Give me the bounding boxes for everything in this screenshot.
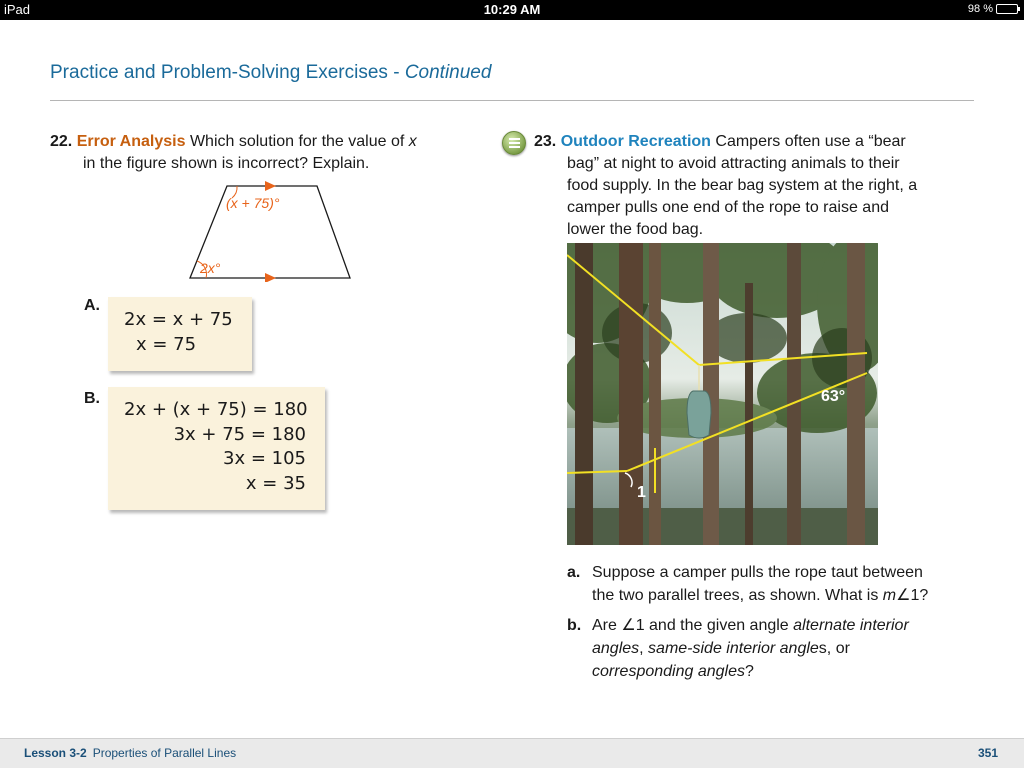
page-footer (0, 738, 1024, 768)
part-b-alt: alternate interior (793, 617, 909, 634)
problem-22-line1 (50, 131, 480, 153)
problem-22 (50, 131, 480, 175)
problem-23-text: bag” at night to avoid attracting animals to their (567, 155, 900, 172)
part-a-text: the two parallel trees, as shown. What is (592, 587, 883, 604)
problem-22-text2: in the figure shown is incorrect? Explain. (83, 155, 370, 172)
status-time: 10:29 AM (483, 2, 541, 17)
angle-1-label: 1 (637, 484, 646, 501)
part-a-line1: Suppose a camper pulls the rope taut between (592, 564, 923, 581)
bottom-angle-label: 2x° (200, 260, 221, 276)
part-b-corr: corresponding angles (592, 663, 745, 680)
part-b-line1 (567, 614, 977, 637)
part-b-comma: , (639, 640, 649, 657)
part-a-angle: ∠1? (896, 587, 929, 604)
option-b-label: B. (84, 390, 100, 407)
option-a-line: 2x = x + 75 (124, 309, 233, 330)
option-b-card (108, 387, 325, 510)
problem-23-text: food supply. In the bear bag system at the right, a (567, 177, 918, 194)
part-a-line2 (567, 584, 977, 607)
part-b-text: Are ∠1 and the given angle (592, 617, 794, 634)
status-bar (0, 0, 1024, 20)
part-b (567, 614, 977, 683)
option-b-line: 2x + (x + 75) = 180 (124, 399, 308, 420)
lesson-title: Properties of Parallel Lines (92, 746, 237, 760)
problem-23-text: Campers often use a “bear (715, 133, 906, 150)
page-title-continued: Continued (404, 62, 492, 83)
problem-23 (534, 131, 974, 241)
lesson-number: Lesson 3-2 (24, 746, 87, 760)
parallel-arrow-bottom (265, 273, 276, 282)
part-b-same: same-side interior angle (648, 640, 819, 657)
problem-23-category: Outdoor Recreation (560, 133, 711, 150)
problem-22-text1: Which solution for the value of (189, 133, 409, 150)
problem-23-line1 (534, 131, 974, 153)
option-b-line: x = 35 (245, 472, 306, 494)
part-b-line2 (567, 637, 977, 660)
bear-bag-photo (567, 243, 878, 545)
battery-percent: 98 % (967, 3, 993, 15)
problem-22-category: Error Analysis (76, 133, 186, 150)
top-angle-label: (x + 75)° (226, 195, 280, 211)
problem-22-var: x (408, 133, 417, 150)
problem-23-text: lower the food bag. (567, 221, 704, 238)
angle-63-label: 63° (821, 388, 846, 405)
header-divider (50, 100, 974, 101)
option-a-line: x = 75 (136, 333, 197, 355)
part-b-end: ? (745, 663, 754, 680)
part-b-or: s, or (818, 640, 850, 657)
parallel-arrow-top (265, 181, 276, 191)
battery-icon (996, 4, 1018, 14)
page-title (50, 62, 491, 84)
bear-bag (687, 391, 711, 438)
page-title-main: Practice and Problem-Solving Exercises - (50, 62, 405, 83)
part-b-label: b. (567, 617, 582, 634)
list-lines-icon (509, 138, 520, 150)
option-a-label: A. (84, 297, 100, 314)
problem-23-number: 23. (534, 133, 557, 150)
trapezoid-figure (185, 176, 355, 282)
lesson-info (24, 746, 236, 760)
page-number: 351 (977, 746, 998, 760)
problem-22-number: 22. (50, 133, 73, 150)
problem-23-text: camper pulls one end of the rope to raise and (567, 199, 889, 216)
part-a-label: a. (567, 564, 581, 581)
notes-list-icon[interactable] (502, 131, 526, 155)
part-b-line3 (567, 660, 977, 683)
option-b-line: 3x + 75 = 180 (173, 423, 306, 445)
option-a-card (108, 297, 252, 371)
device-name: iPad (4, 2, 31, 17)
battery-indicator (968, 3, 1018, 15)
part-a-m: m (882, 587, 897, 604)
option-b-line: 3x = 105 (223, 448, 306, 469)
part-b-alt2: angles (592, 640, 640, 657)
part-a (567, 561, 977, 607)
